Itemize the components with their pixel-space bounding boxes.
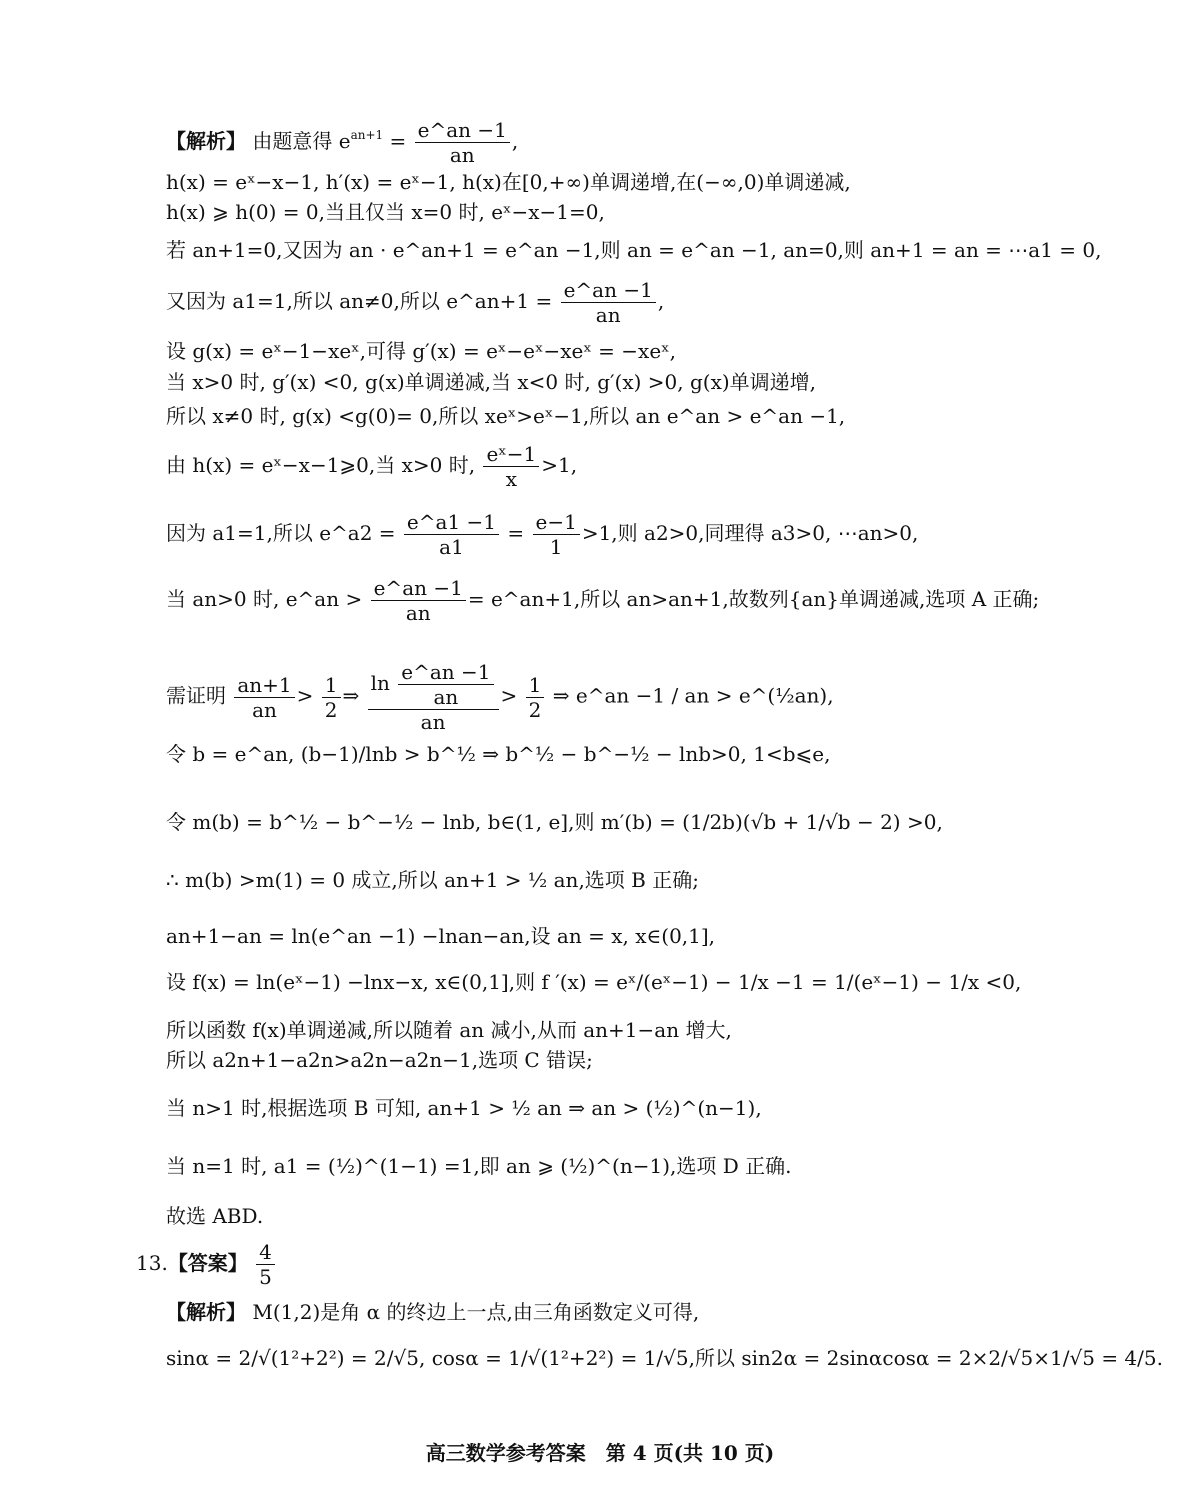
question-13-answer — [136, 1240, 277, 1289]
line-18: 所以函数 f(x)单调递减,所以随着 an 减小,从而 an+1−an 增大, — [166, 1018, 732, 1042]
line-15: ∴ m(b) >m(1) = 0 成立,所以 an+1 > ½ an,选项 B 正确; — [166, 868, 699, 892]
analysis-label: 【解析】 — [166, 129, 246, 153]
question-number: 13. — [136, 1251, 168, 1275]
text: 当 an>0 时, e^an > — [166, 587, 363, 611]
fraction — [526, 673, 545, 722]
line-7: 当 x>0 时, g′(x) <0, g(x)单调递减,当 x<0 时, g′(x) >0, g(x)单调递增, — [166, 370, 817, 394]
fraction — [234, 673, 294, 722]
fraction — [322, 673, 341, 722]
line-16: an+1−an = ln(e^an −1) −lnan−an,设 an = x, x∈(0,1], — [166, 924, 716, 948]
line-25: sinα = 2/√(1²+2²) = 2/√5, cosα = 1/√(1²+2²) = 1/√5,所以 sin2α = 2sinαcosα = 2×2/√5×1/√5 = 4/5. — [166, 1346, 1163, 1370]
fraction — [368, 660, 499, 734]
line-3: h(x) ⩾ h(0) = 0,当且仅当 x=0 时, eˣ−x−1=0, — [166, 200, 605, 224]
line-17: 设 f(x) = ln(eˣ−1) −lnx−x, x∈(0,1],则 f ′(x) = eˣ/(eˣ−1) − 1/x −1 = 1/(eˣ−1) − 1/x <0, — [166, 970, 1022, 994]
numerator: e^an −1 — [561, 278, 656, 303]
line-2: h(x) = eˣ−x−1, h′(x) = eˣ−1, h(x)在[0,+∞)单调递增,在(−∞,0)单调递减, — [166, 170, 851, 194]
inner-fraction — [398, 660, 493, 709]
line-19: 所以 a2n+1−a2n>a2n−a2n−1,选项 C 错误; — [166, 1048, 593, 1072]
numerator: eˣ−1 — [483, 442, 539, 467]
numerator: an+1 — [234, 673, 294, 698]
question-13-analysis — [166, 1298, 699, 1326]
line-14: 令 m(b) = b^½ − b^−½ − lnb, b∈(1, e],则 m′(b) = (1/2b)(√b + 1/√b − 2) >0, — [166, 810, 943, 834]
fraction — [371, 576, 466, 625]
text: 因为 a1=1,所以 e^a2 = — [166, 521, 396, 545]
text: = e^an+1,所以 an>an+1,故数列{an}单调递减,选项 A 正确; — [467, 587, 1040, 611]
denominator: an — [433, 685, 459, 709]
analysis-line-1: 【解析】 由题意得 $e^{an+1}$ = $\frac{e\^{}an -1}{an}$ , — [166, 118, 519, 167]
answer-fraction — [256, 1240, 275, 1289]
denominator: an — [252, 697, 277, 722]
denominator: x — [505, 467, 517, 491]
denominator: 1 — [549, 535, 563, 559]
text: >1, — [541, 453, 578, 477]
exponent: an+1 — [350, 128, 384, 142]
line-12: 需证明 $\frac{an+1}{an}$ > $\frac{1}{2}$ ⇒ ln $\frac{e\^{}an -1}{an}$ an > $\frac{1}{2}$ ⇒ e^an −1 / an > e^(½an), — [166, 660, 834, 734]
fraction — [533, 510, 580, 559]
text: ⇒ e^an −1 / an > e^(½an), — [552, 683, 834, 708]
answer-label: 【答案】 — [167, 1251, 248, 1275]
line-11 — [166, 576, 1039, 625]
text: 又因为 a1=1,所以 an≠0,所以 e^an+1 = — [166, 289, 553, 313]
numerator: e^an −1 — [398, 660, 493, 685]
denominator: a1 — [439, 535, 464, 559]
denominator: an — [420, 710, 446, 734]
line-13: 令 b = e^an, (b−1)/lnb > b^½ ⇒ b^½ − b^−½ − lnb>0, 1<b⩽e, — [166, 742, 831, 766]
denominator: an — [449, 143, 475, 167]
denominator: 2 — [324, 697, 338, 722]
fraction — [404, 510, 499, 559]
denominator: 2 — [528, 697, 542, 722]
page-footer: 高三数学参考答案 第 4 页(共 10 页) — [425, 1441, 775, 1465]
numerator: e^a1 −1 — [404, 510, 499, 535]
denominator: an — [595, 303, 621, 327]
text: 由题意得 e — [252, 129, 351, 153]
line-9 — [166, 442, 577, 491]
numerator: e^an −1 — [415, 118, 510, 143]
numerator — [368, 660, 499, 710]
fraction — [483, 442, 539, 491]
numerator: e^an −1 — [371, 576, 466, 601]
line-8: 所以 x≠0 时, g(x) <g(0)= 0,所以 xeˣ>eˣ−1,所以 an e^an > e^an −1, — [166, 404, 846, 428]
numerator: 4 — [256, 1240, 275, 1265]
line-4: 若 an+1=0,又因为 an · e^an+1 = e^an −1,则 an = e^an −1, an=0,则 an+1 = an = ⋯a1 = 0, — [166, 238, 1102, 262]
line-5: 又因为 a1=1,所以 an≠0,所以 e^an+1 = $\frac{e\^{}an -1}{an}$ , — [166, 278, 665, 327]
numerator: 1 — [322, 673, 341, 698]
numerator: 1 — [526, 673, 545, 698]
denominator: 5 — [259, 1265, 272, 1289]
denominator: an — [405, 601, 431, 625]
line-10: 因为 a1=1,所以 e^a2 = $\frac{e\^{}a1 -1}{a1}$ = $\frac{e-1}{1}$ >1,则 a2>0,同理得 a3>0, ⋯an>0, — [166, 510, 919, 559]
line-21: 当 n=1 时, a1 = (½)^(1−1) =1,即 an ⩾ (½)^(n−1),选项 D 正确. — [166, 1154, 792, 1178]
text: 由 h(x) = eˣ−x−1⩾0,当 x>0 时, — [166, 453, 476, 477]
text: 需证明 — [166, 683, 226, 708]
analysis-label: 【解析】 — [166, 1300, 246, 1324]
ln: ln — [370, 671, 390, 695]
line-20: 当 n>1 时,根据选项 B 可知, an+1 > ½ an ⇒ an > (½)^(n−1), — [166, 1096, 762, 1120]
text: M(1,2)是角 α 的终边上一点,由三角函数定义可得, — [252, 1300, 700, 1324]
line-6: 设 g(x) = eˣ−1−xeˣ,可得 g′(x) = eˣ−eˣ−xeˣ = −xeˣ, — [166, 339, 676, 363]
fraction — [415, 118, 510, 167]
numerator: e−1 — [533, 510, 580, 535]
line-22: 故选 ABD. — [166, 1204, 264, 1228]
text: >1,则 a2>0,同理得 a3>0, ⋯an>0, — [581, 521, 919, 545]
fraction — [561, 278, 656, 327]
